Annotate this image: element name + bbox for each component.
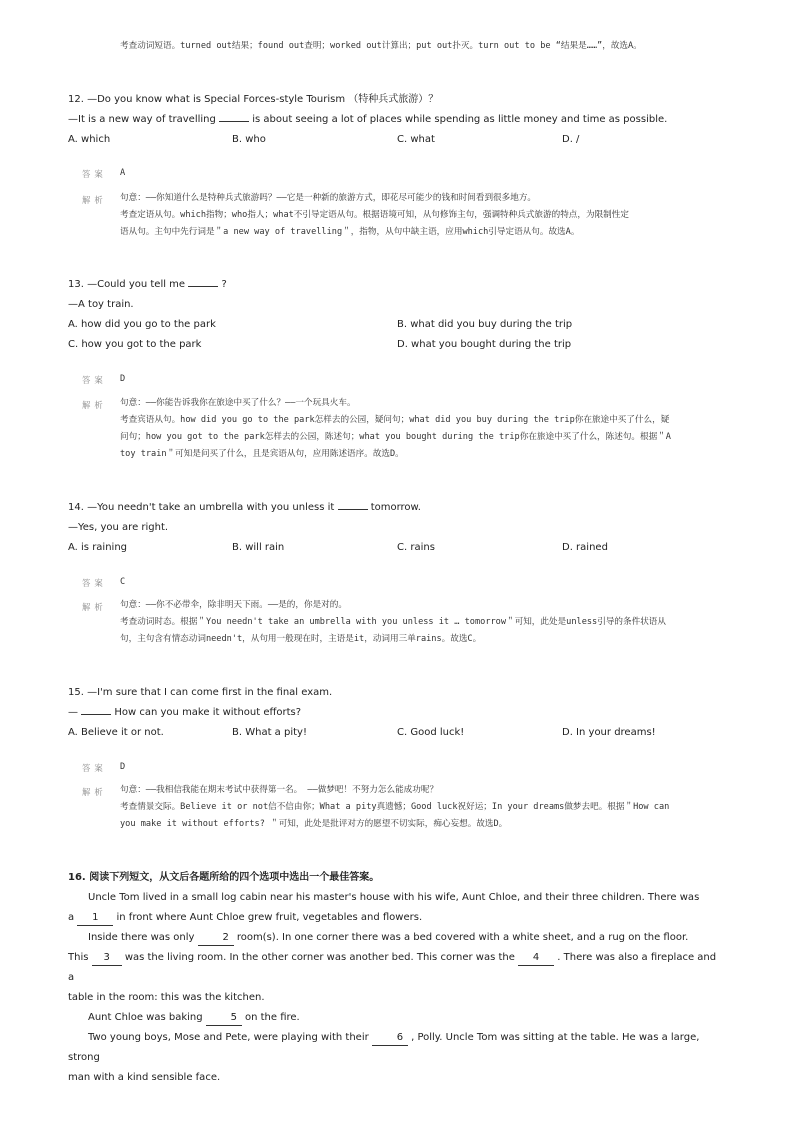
blank-6: 6: [372, 1031, 408, 1046]
q14-analysis-label: 解析: [82, 602, 107, 612]
blank-5: 5: [206, 1011, 242, 1026]
q12-exp-line: 句意：——你知道什么是特种兵式旅游吗？——它是一种新的旅游方式，即花尽可能少的钱和时间看到很多地方。: [120, 193, 537, 203]
passage-line: [68, 908, 718, 928]
q15-option-c: C. Good luck!: [397, 727, 465, 738]
q14-prompt-post: tomorrow.: [370, 502, 421, 513]
q14-prompt: [68, 498, 421, 518]
q14-option-b: B. will rain: [232, 542, 285, 553]
q12-option-d: D. /: [562, 134, 580, 145]
q13-option-c: C. how you got to the park: [68, 339, 202, 350]
q14-exp-line: 句，主句含有情态动词needn't，从句用一般现在时，主语是it，动词用三单rains。故选C。: [120, 634, 482, 644]
q12-answer: A: [120, 168, 126, 178]
q13-answer: D: [120, 374, 126, 384]
q13-option-a: A. how did you go to the park: [68, 319, 216, 330]
q14-prompt-pre: 14. —You needn't take an umbrella with you unless it: [68, 502, 335, 513]
q15-reply: [68, 703, 301, 723]
q12-exp-line: 语从句。主句中先行词是＂a new way of travelling＂，指物，从句中缺主语，应用which引导定语从句。故选A。: [120, 227, 580, 237]
blank-4: 4: [518, 951, 554, 966]
q12-exp-line: 考查定语从句。which指物；who指人；what不引导定语从句。根据语境可知，从句修饰主句，强调特种兵式旅游的特点，为限制性定: [120, 210, 629, 220]
q15-explanation: [120, 782, 710, 833]
q14-exp-line: 句意：——你不必带伞，除非明天下雨。——是的，你是对的。: [120, 600, 347, 610]
q13-prompt-pre: 13. —Could you tell me: [68, 279, 186, 290]
q15-option-b: B. What a pity!: [232, 727, 307, 738]
q13-analysis-label: 解析: [82, 400, 107, 410]
q15-option-d: D. In your dreams!: [562, 727, 656, 738]
q12-option-a: A. which: [68, 134, 111, 145]
q15-option-a: A. Believe it or not.: [68, 727, 164, 738]
q15-reply-pre: —: [68, 707, 78, 718]
q13-blank: [188, 286, 218, 287]
q15-exp-line: you make it without efforts? ＂可知，此处是批评对方的愿望不切实际，痴心妄想。故选D。: [120, 819, 508, 829]
q14-answer: C: [120, 577, 126, 587]
passage-text: Two young boys, Mose and Pete, were playing with their: [88, 1032, 369, 1043]
passage-line: [68, 928, 718, 948]
passage-line: [68, 1028, 718, 1068]
q12-reply-pre: —It is a new way of travelling: [68, 114, 216, 125]
q13-exp-line: 问句；how you got to the park怎样去的公园，陈述句；what you bought during the trip你在旅途中买了什么，陈述句。根据＂A: [120, 432, 671, 442]
q13-prompt: [68, 275, 227, 295]
blank-1: 1: [77, 911, 113, 926]
q13-exp-line: 考查宾语从句。how did you go to the park怎样去的公园，疑问句；what did you buy during the trip你在旅途中买了什么，疑: [120, 415, 670, 425]
q12-reply-post: is about seeing a lot of places while spending as little money and time as possible.: [252, 114, 668, 125]
q13-reply: —A toy train.: [68, 299, 134, 310]
q12-prompt: 12. —Do you know what is Special Forces-style Tourism （特种兵式旅游）？: [68, 94, 439, 105]
q12-analysis-label: 解析: [82, 195, 107, 205]
q14-answer-label: 答案: [82, 578, 107, 588]
blank-2: 2: [198, 931, 234, 946]
passage-text: , Polly. Uncle Tom was sitting at the table. He was a large, strong: [68, 1032, 700, 1063]
passage-text: This: [68, 952, 89, 963]
q13-answer-label: 答案: [82, 375, 107, 385]
q14-reply: —Yes, you are right.: [68, 522, 169, 533]
q15-prompt: 15. —I'm sure that I can come first in the final exam.: [68, 687, 333, 698]
q14-option-c: C. rains: [397, 542, 435, 553]
q12-option-b: B. who: [232, 134, 266, 145]
q14-option-a: A. is raining: [68, 542, 128, 553]
passage-line: [68, 1008, 718, 1028]
q15-answer: D: [120, 762, 126, 772]
passage-text: a: [68, 912, 75, 923]
question-16: [68, 868, 718, 1088]
q13-prompt-post: ?: [221, 279, 227, 290]
passage-text: room(s). In one corner there was a bed covered with a white sheet, and a rug on the floor.: [236, 932, 689, 943]
q12-answer-label: 答案: [82, 169, 107, 179]
passage-line: [68, 948, 718, 988]
q13-exp-line: 句意：——你能告诉我你在旅途中买了什么？——一个玩具火车。: [120, 398, 356, 408]
q14-option-d: D. rained: [562, 542, 608, 553]
q13-exp-line: toy train＂可知是问买了什么，且是宾语从句，应用陈述语序。故选D。: [120, 449, 404, 459]
q16-instructions: 16. 阅读下列短文，从文后各题所给的四个选项中选出一个最佳答案。: [68, 872, 380, 883]
q12-explanation: [120, 190, 710, 241]
q15-answer-label: 答案: [82, 763, 107, 773]
passage-line: man with a kind sensible face.: [68, 1072, 221, 1083]
blank-3: 3: [92, 951, 122, 966]
q15-blank: [81, 714, 111, 715]
q13-option-b: B. what did you buy during the trip: [397, 319, 573, 330]
q12-blank: [219, 121, 249, 122]
q12-reply: [68, 110, 667, 130]
passage-text: Inside there was only: [88, 932, 195, 943]
q15-reply-post: How can you make it without efforts?: [114, 707, 302, 718]
passage-text: was the living room. In the other corner was another bed. This corner was the: [124, 952, 515, 963]
q14-blank: [338, 509, 368, 510]
q14-exp-line: 考查动词时态。根据＂You needn't take an umbrella with you unless it … tomorrow＂可知，此处是unless引导的条件状语从: [120, 617, 666, 627]
q12-option-c: C. what: [397, 134, 435, 145]
q13-option-d: D. what you bought during the trip: [397, 339, 572, 350]
passage-text: in front where Aunt Chloe grew fruit, vegetables and flowers.: [116, 912, 423, 923]
q15-exp-line: 句意：——我相信我能在期末考试中获得第一名。 ——做梦吧！不努力怎么能成功呢？: [120, 785, 439, 795]
passage-text: on the fire.: [244, 1012, 300, 1023]
q14-explanation: [120, 597, 710, 648]
q15-exp-line: 考查情景交际。Believe it or not信不信由你；What a pity真遗憾；Good luck祝好运；In your dreams做梦去吧。根据＂How can: [120, 802, 670, 812]
q15-analysis-label: 解析: [82, 787, 107, 797]
previous-explanation-note: 考查动词短语。turned out结果；found out查明；worked out计算出；put out扑灭。turn out to be “结果是……”，故选A。: [120, 41, 642, 51]
passage-text: Aunt Chloe was baking: [88, 1012, 203, 1023]
passage-text: . There was also a fireplace and a: [68, 952, 717, 983]
passage-line: Uncle Tom lived in a small log cabin near his master's house with his wife, Aunt Chloe, and their three children. There was: [88, 892, 700, 903]
q13-explanation: [120, 395, 710, 463]
passage-line: table in the room: this was the kitchen.: [68, 992, 265, 1003]
